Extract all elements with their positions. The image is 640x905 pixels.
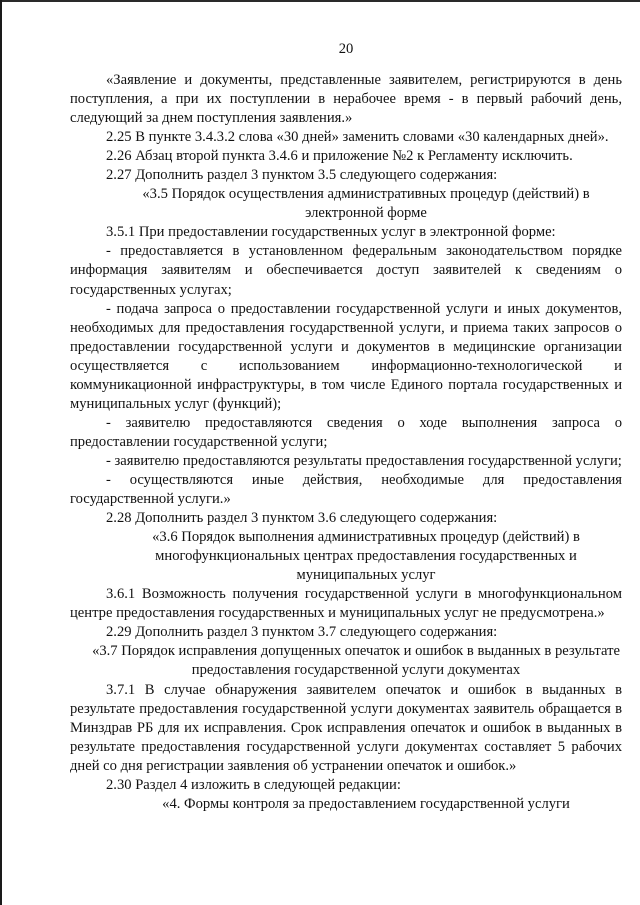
list-item-results: - заявителю предоставляются результаты предоставления государственной услуги; (106, 452, 622, 469)
paragraph-3-5-1: 3.5.1 При предоставлении государственных услуг в электронной форме: (106, 224, 556, 241)
list-item-other-actions: - осуществляются иные действия, необходимые для предоставления государственной услуги.» (70, 471, 622, 508)
heading-3-5: «3.5 Порядок осуществления административных процедур (действий) в электронной форме (142, 186, 590, 222)
paragraph-2-30: 2.30 Раздел 4 изложить в следующей редакции: (106, 776, 401, 793)
list-item-information: - предоставляется в установленном федеральным законодательством порядке информация заявителям и обеспечивается доступ заявителей к сведениям о государственных услугах; (70, 243, 622, 298)
paragraph-2-25: 2.25 В пункте 3.4.3.2 слова «30 дней» заменить словами «30 календарных дней». (106, 129, 609, 146)
document-page (70, 40, 622, 814)
paragraph-3-7-1: 3.7.1 В случае обнаружения заявителем опечаток и ошибок в выданных в результате предоставления государственной услуги документах заявитель обращается в Минздрав РБ для их исправления. Срок исправления опечаток и ошибок в выданных в результате предоставления государственной услуги документах составляет 5 рабочих дней со дня регистрации заявления об устранении опечаток и ошибок.» (70, 681, 622, 774)
paragraph-registration-quote: «Заявление и документы, представленные заявителем, регистрируются в день поступления, а при их поступлении в нерабочее время - в первый рабочий день, следующий за днем поступления заявления.» (70, 72, 622, 127)
heading-section-4: «4. Формы контроля за предоставлением государственной услуги (162, 795, 570, 812)
paragraph-2-26: 2.26 Абзац второй пункта 3.4.6 и приложение №2 к Регламенту исключить. (106, 148, 573, 165)
paragraph-2-29: 2.29 Дополнить раздел 3 пунктом 3.7 следующего содержания: (106, 624, 498, 641)
scan-edge-top (0, 0, 640, 2)
heading-3-7: «3.7 Порядок исправления допущенных опечаток и ошибок в выданных в результате предоставления государственной услуги документах (92, 643, 620, 679)
list-item-request-submission: - подача запроса о предоставлении государственной услуги и иных документов, необходимых для предоставления государственной услуги, и приема таких запросов о предоставлении государственной услуги и документов в медицинские организации осуществляется с использованием информационно-технологической и коммуникационной инфраструктуры, в том числе Единого портала государственных и муниципальных услуг (функций); (70, 300, 622, 412)
heading-3-6: «3.6 Порядок выполнения административных процедур (действий) в многофункциональных центрах предоставления государственных и муниципальных услуг (152, 529, 580, 584)
paragraph-3-6-1: 3.6.1 Возможность получения государственной услуги в многофункциональном центре предоставления государственных и муниципальных услуг не предусмотрена.» (70, 586, 622, 622)
page-number: 20 (338, 41, 354, 57)
scan-edge-left (0, 0, 2, 905)
paragraph-2-27: 2.27 Дополнить раздел 3 пунктом 3.5 следующего содержания: (106, 167, 498, 184)
paragraph-2-28: 2.28 Дополнить раздел 3 пунктом 3.6 следующего содержания: (106, 510, 498, 527)
list-item-progress-info: - заявителю предоставляются сведения о ходе выполнения запроса о предоставлении государственной услуги; (70, 414, 622, 450)
